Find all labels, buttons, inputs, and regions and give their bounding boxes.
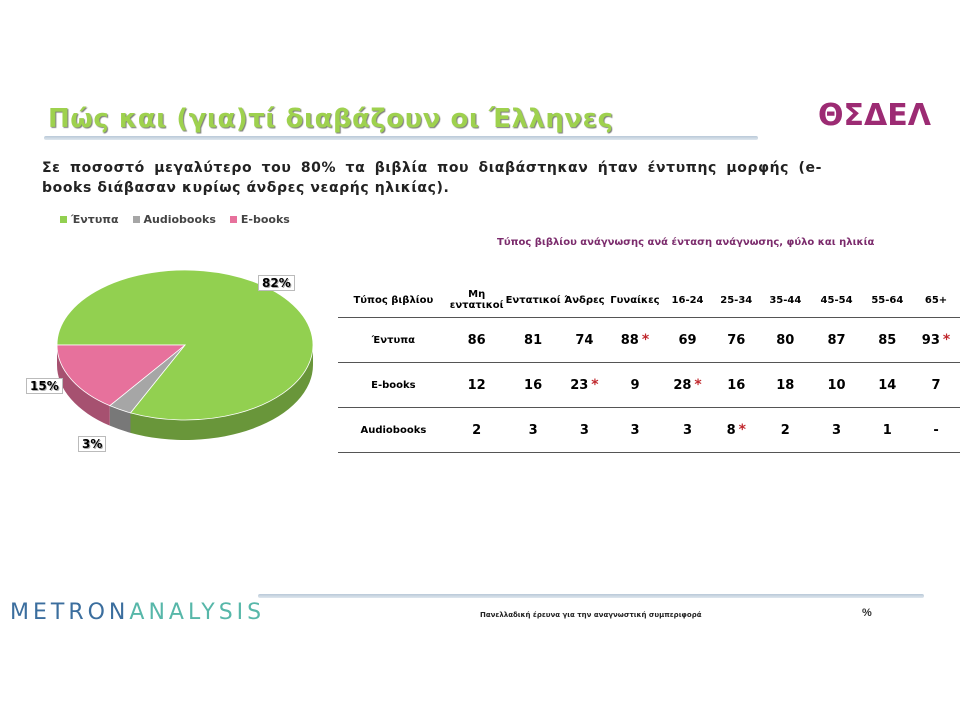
table-cell — [663, 318, 713, 363]
table-cell-value: 16 — [727, 377, 746, 393]
table-row-label: Audiobooks — [338, 408, 449, 453]
legend-item-printed — [60, 213, 119, 226]
metron-analysis-logo — [10, 600, 265, 625]
table-cell — [607, 408, 662, 453]
table-row — [338, 363, 960, 408]
table-row-label: E-books — [338, 363, 449, 408]
table-cell — [449, 363, 505, 408]
table-body — [338, 318, 960, 453]
table-cell — [712, 363, 760, 408]
table-cell-value: 16 — [524, 377, 543, 393]
table-header-cell: Μη εντατικοί — [449, 283, 505, 318]
footer-divider — [258, 594, 924, 598]
table-cell — [505, 318, 562, 363]
pie-svg — [20, 265, 320, 465]
table-cell-value: 3 — [528, 422, 538, 438]
table-cell — [912, 363, 960, 408]
significance-star: * — [738, 422, 746, 438]
table-row — [338, 318, 960, 363]
brand-part1: METRON — [10, 600, 130, 625]
brand-part2: ANALYSIS — [129, 600, 266, 625]
table-cell — [505, 363, 562, 408]
table-cell-value: 28 — [673, 378, 692, 393]
table-header-cell: Τύπος βιβλίου — [338, 283, 449, 318]
table-cell — [863, 363, 912, 408]
table-header-cell: Άνδρες — [562, 283, 608, 318]
page-mark: % — [862, 607, 872, 619]
table-cell — [912, 318, 960, 363]
table-cell-value: 1 — [882, 422, 892, 438]
table-cell — [810, 318, 862, 363]
table-cell — [712, 408, 760, 453]
table-cell-value: 74 — [575, 332, 594, 348]
table-cell-value: 81 — [524, 332, 543, 348]
legend-label-ebooks: E-books — [240, 213, 290, 226]
legend-swatch-printed — [60, 216, 67, 223]
table-cell — [912, 408, 960, 453]
table-cell-value: 3 — [832, 422, 842, 438]
table-cell-value: 12 — [467, 377, 486, 393]
table-cell-value: 18 — [776, 377, 795, 393]
pie-label-printed: 82% — [258, 275, 295, 291]
legend-item-audiobooks — [133, 213, 216, 226]
table-cell-value: 88 — [620, 333, 639, 348]
table-cell — [607, 363, 662, 408]
significance-star: * — [942, 332, 951, 348]
table-cell-value: 10 — [827, 377, 846, 393]
table-cell-value: 76 — [727, 332, 746, 348]
table-cell-value: 9 — [630, 377, 640, 393]
table-cell — [449, 318, 505, 363]
significance-star: * — [641, 332, 650, 348]
table-cell — [760, 363, 810, 408]
table-cell — [712, 318, 760, 363]
table-row-label: Έντυπα — [338, 318, 449, 363]
table-cell — [505, 408, 562, 453]
table-header-cell: 55-64 — [863, 283, 912, 318]
table-cell — [663, 363, 713, 408]
table-cell-value: 86 — [467, 332, 486, 348]
legend-item-ebooks — [230, 213, 290, 226]
table-cell-value: 3 — [630, 422, 640, 438]
table-header-cell: 16-24 — [663, 283, 713, 318]
table-cell-value: - — [933, 422, 939, 438]
table-cell-value: 8 — [726, 423, 736, 438]
table-cell — [663, 408, 713, 453]
table-header-row — [338, 283, 960, 318]
table-cell-value: 14 — [878, 377, 897, 393]
table-cell-value: 2 — [780, 422, 790, 438]
table-cell — [562, 408, 608, 453]
table-cell-value: 87 — [827, 332, 846, 348]
table-cell-value: 93 — [921, 333, 940, 348]
table-header-cell: 35-44 — [760, 283, 810, 318]
pie-chart — [20, 265, 320, 465]
legend-label-printed: Έντυπα — [71, 213, 119, 226]
table-cell — [810, 363, 862, 408]
table-cell — [449, 408, 505, 453]
table-cell-value: 3 — [683, 422, 693, 438]
footer-text: Πανελλαδική έρευνα για την αναγνωστική συμπεριφορά — [480, 611, 702, 619]
data-table — [338, 283, 960, 453]
table-cell — [760, 408, 810, 453]
pie-label-ebooks: 15% — [26, 378, 63, 394]
osdel-logo: ΘΣΔΕΛ — [818, 98, 931, 133]
significance-star: * — [694, 377, 702, 393]
table-cell-value: 23 — [570, 378, 589, 393]
legend-label-audiobooks: Audiobooks — [143, 213, 216, 226]
legend-swatch-audiobooks — [133, 216, 140, 223]
table-header-cell: 45-54 — [810, 283, 862, 318]
table-cell — [562, 363, 608, 408]
table-cell — [810, 408, 862, 453]
pie-legend — [60, 213, 290, 226]
slide-title: Πώς και (για)τί διαβάζουν οι Έλληνες — [48, 104, 614, 134]
table-header-cell: Γυναίκες — [607, 283, 662, 318]
table-header-cell: 25-34 — [712, 283, 760, 318]
table-row — [338, 408, 960, 453]
slide-subtitle: Σε ποσοστό μεγαλύτερο του 80% τα βιβλία που διαβάστηκαν ήταν έντυπης μορφής (e-books διάβασαν κυρίως άνδρες νεαρής ηλικίας). — [42, 160, 822, 196]
table-cell-value: 2 — [472, 422, 482, 438]
table-caption: Τύπος βιβλίου ανάγνωσης ανά ένταση ανάγνωσης, φύλο και ηλικία — [497, 237, 875, 248]
table-cell — [760, 318, 810, 363]
table-cell-value: 69 — [678, 332, 697, 348]
table-cell-value: 80 — [776, 332, 795, 348]
title-divider — [44, 136, 758, 140]
pie-label-audiobooks: 3% — [78, 436, 106, 452]
table-cell-value: 7 — [931, 377, 941, 393]
table-cell-value: 3 — [579, 422, 589, 438]
table-cell-value: 85 — [878, 332, 897, 348]
table-header-cell: Εντατικοί — [505, 283, 562, 318]
table-cell — [607, 318, 662, 363]
table-cell — [863, 318, 912, 363]
table-cell — [562, 318, 608, 363]
significance-star: * — [591, 377, 599, 393]
table-header-cell: 65+ — [912, 283, 960, 318]
table-cell — [863, 408, 912, 453]
legend-swatch-ebooks — [230, 216, 237, 223]
